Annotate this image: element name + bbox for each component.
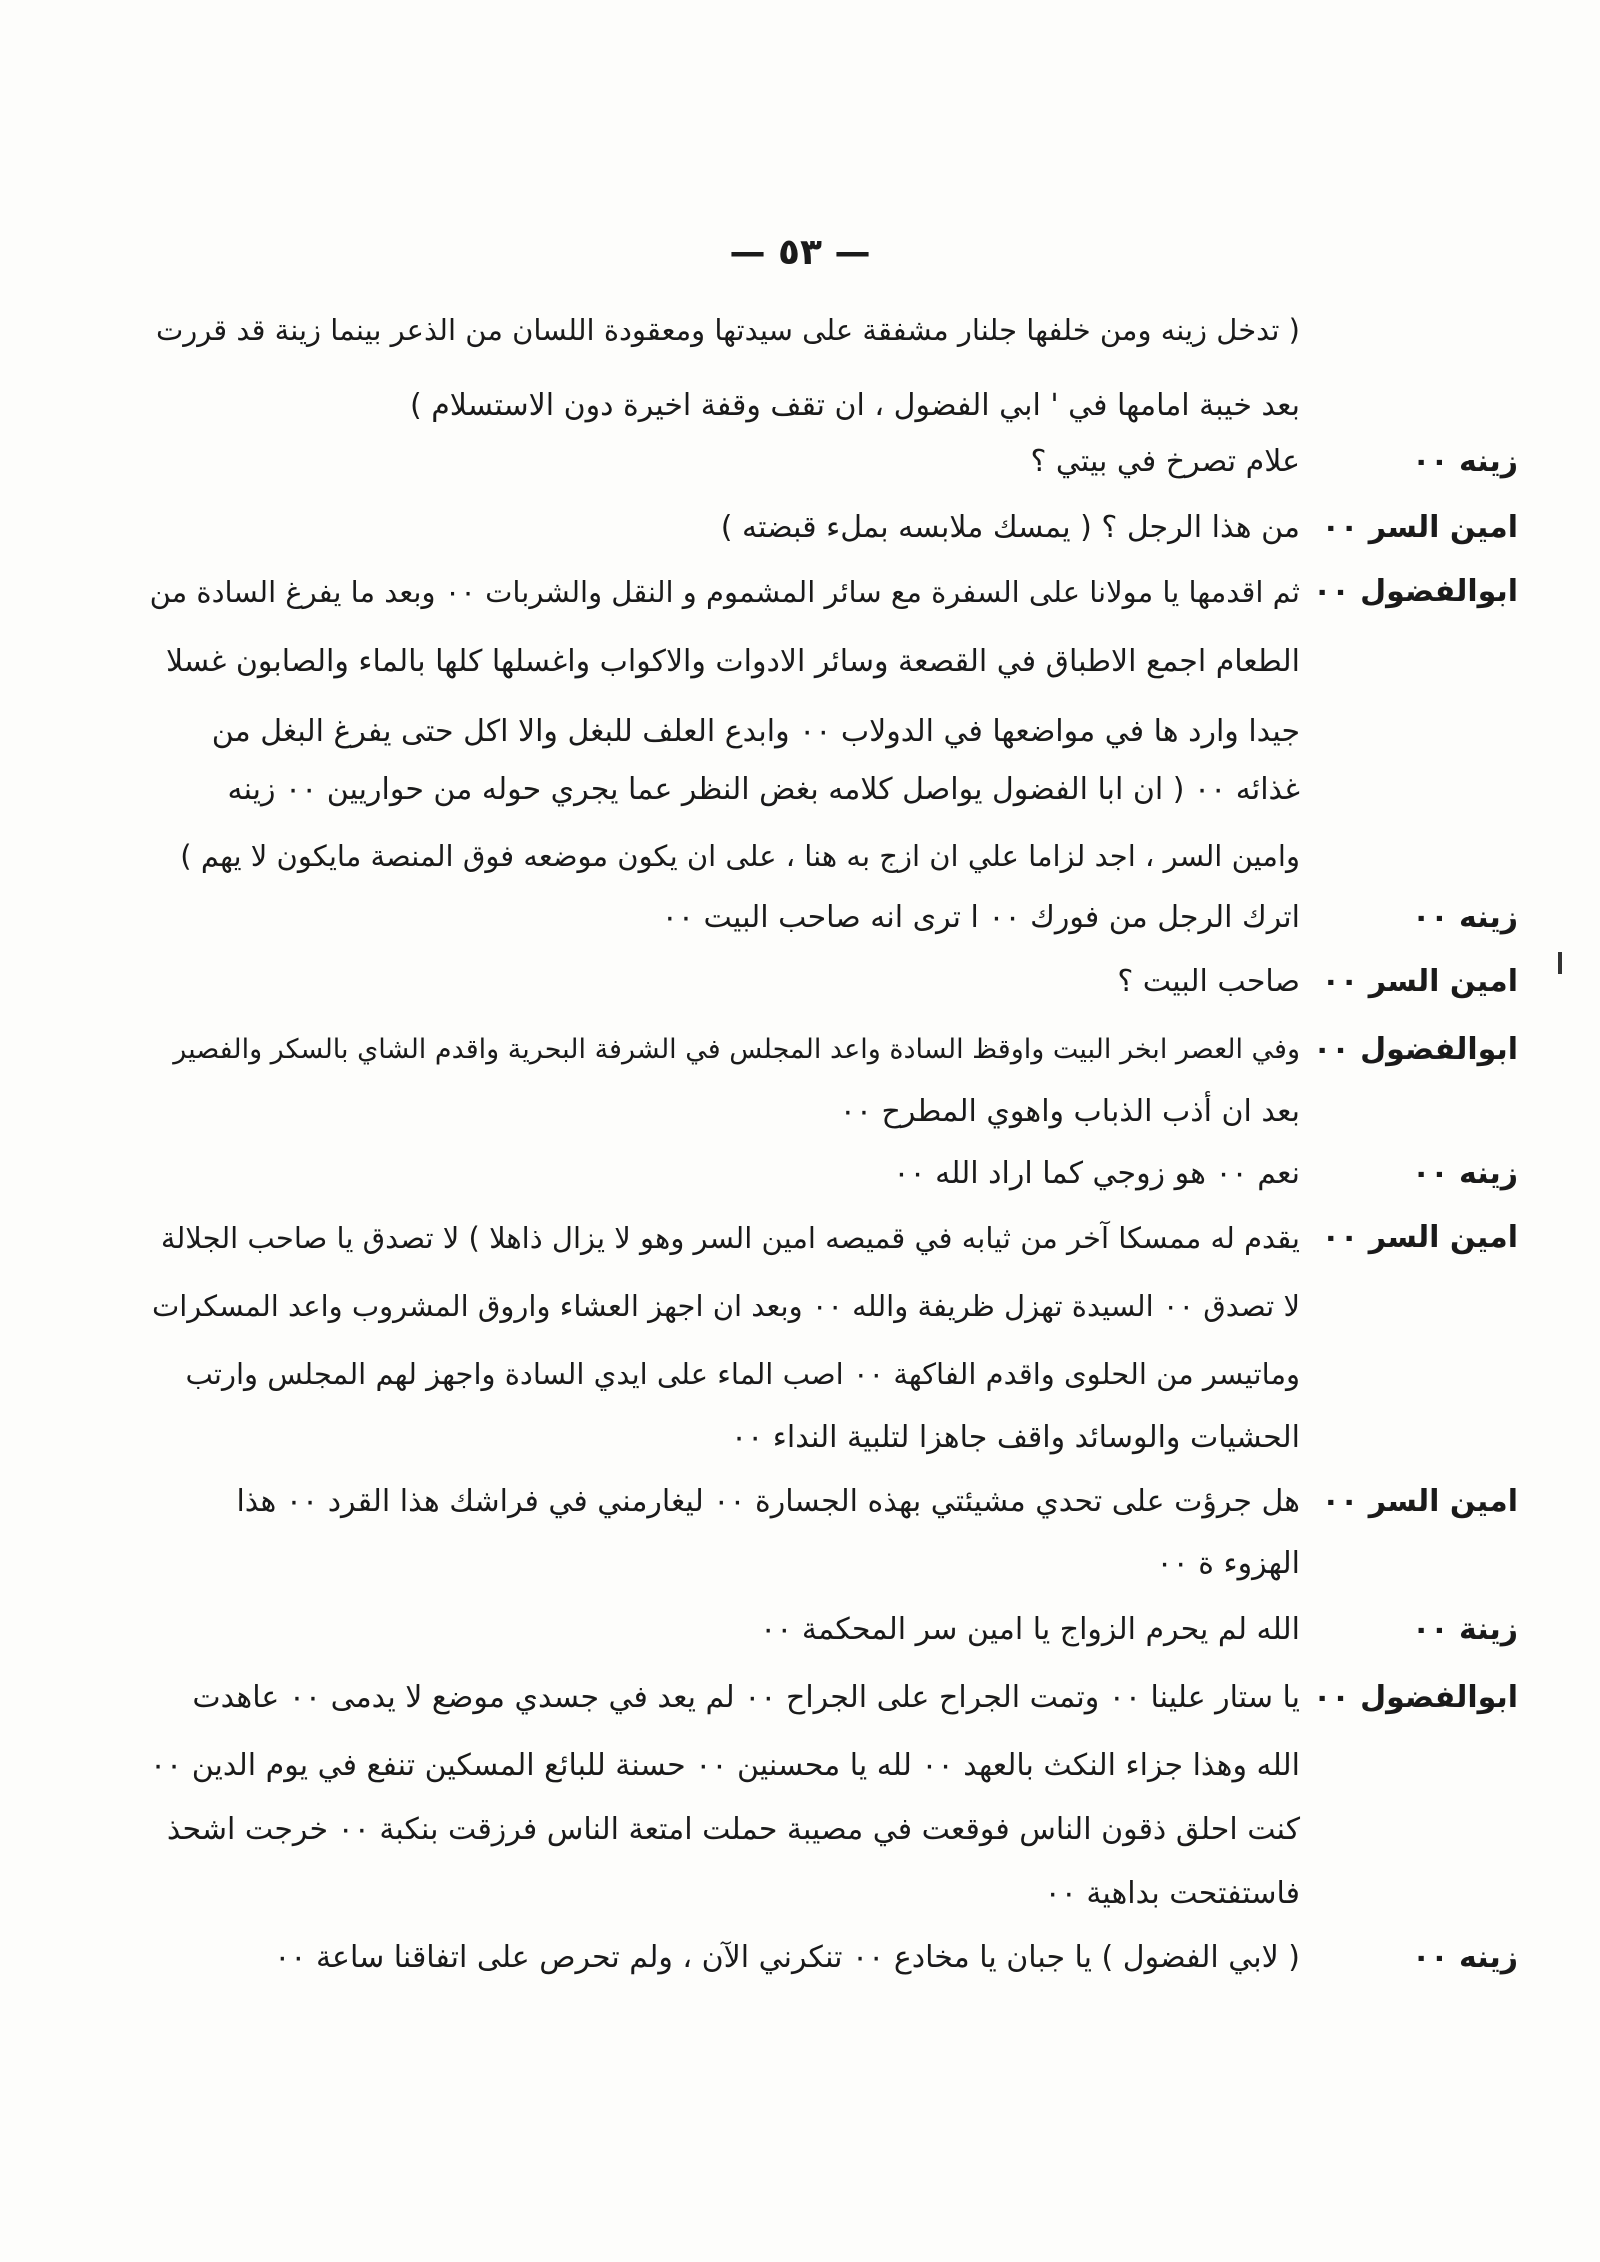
speaker-label: ابوالفضول ٠٠ [1313, 574, 1518, 609]
dialogue-line: لا تصدق ٠٠ السيدة تهزل ظريفة والله ٠٠ وبعد ان اجهز العشاء واروق المشروب واعد المسكرات [151, 1289, 1300, 1323]
dialogue-line: وماتيسر من الحلوى واقدم الفاكهة ٠٠ اصب الماء على ايدي السادة واجهز لهم المجلس وارتب [185, 1357, 1300, 1391]
dialogue-line: غذائه ٠٠ ( ان ابا الفضول يواصل كلامه بغض النظر عما يجري حوله من حواريين ٠٠ زينه [227, 772, 1300, 807]
margin-mark [1558, 952, 1562, 974]
page-number: — ٥٣ — [729, 232, 871, 273]
dialogue-line: الله لم يحرم الزواج يا امين سر المحكمة ٠٠ [760, 1612, 1300, 1647]
dialogue-line: علام تصرخ في بيتي ؟ [1030, 444, 1300, 479]
dialogue-line: ثم اقدمها يا مولانا على السفرة مع سائر المشموم و النقل والشربات ٠٠ وبعد ما يفرغ السادة من [149, 575, 1300, 609]
speaker-label: زينه ٠٠ [1411, 444, 1518, 479]
dialogue-line: الطعام اجمع الاطباق في القصعة وسائر الادوات والاكواب واغسلها كلها بالماء والصابون غسلا [165, 644, 1300, 679]
speaker-label: زينه ٠٠ [1411, 900, 1518, 935]
dialogue-line: يقدم له ممسكا آخر من ثيابه في قميصه امين السر وهو لا يزال ذاهلا ) لا تصدق يا صاحب الجلالة [160, 1221, 1300, 1255]
speaker-label: زينه ٠٠ [1411, 1940, 1518, 1975]
speaker-label: زينه ٠٠ [1411, 1156, 1518, 1191]
speaker-label: ابوالفضول ٠٠ [1313, 1032, 1518, 1067]
dialogue-line: كنت احلق ذقون الناس فوقعت في مصيبة حملت امتعة الناس فرزقت بنكبة ٠٠ خرجت اشحذ [166, 1812, 1300, 1847]
dialogue-line: الهزوء ة ٠٠ [1156, 1546, 1300, 1581]
dialogue-line: وفي العصر ابخر البيت واوقظ السادة واعد المجلس في الشرفة البحرية واقدم الشاي بالسكر والفصير [173, 1034, 1300, 1065]
dialogue-line: الحشيات والوسائد واقف جاهزا لتلبية النداء ٠٠ [731, 1420, 1300, 1455]
dialogue-line: صاحب البيت ؟ [1117, 964, 1300, 999]
speaker-label: امين السر ٠٠ [1321, 1220, 1518, 1255]
dialogue-line: الله وهذا جزاء النكث بالعهد ٠٠ لله يا محسنين ٠٠ حسنة للبائع المسكين تنفع في يوم الدين ٠٠ [149, 1748, 1300, 1783]
speaker-label: امين السر ٠٠ [1321, 964, 1518, 999]
dialogue-line: اترك الرجل من فورك ٠٠ ا ترى انه صاحب البيت ٠٠ [661, 900, 1300, 935]
dialogue-line: يا ستار علينا ٠٠ وتمت الجراح على الجراح ٠٠ لم يعد في جسدي موضع لا يدمى ٠٠ عاهدت [192, 1680, 1300, 1715]
stage-direction-line: بعد خيبة امامها في ' ابي الفضول ، ان تقف وقفة اخيرة دون الاستسلام ) [409, 388, 1300, 423]
dialogue-line: وامين السر ، اجد لزاما علي ان ازج به هنا ، على ان يكون موضعه فوق المنصة مايكون لا يهم ) [180, 839, 1300, 873]
speaker-label: امين السر ٠٠ [1321, 1484, 1518, 1519]
dialogue-line: فاستفتحت بداهية ٠٠ [1044, 1876, 1300, 1911]
dialogue-line: بعد ان أذب الذباب واهوي المطرح ٠٠ [839, 1094, 1300, 1129]
speaker-label: زينة ٠٠ [1411, 1612, 1518, 1647]
dialogue-line: من هذا الرجل ؟ ( يمسك ملابسه بملء قبضته ) [720, 510, 1300, 545]
dialogue-line: ( لابي الفضول ) يا جبان يا مخادع ٠٠ تنكرني الآن ، ولم تحرص على اتفاقنا ساعة ٠٠ [274, 1940, 1300, 1975]
dialogue-line: هل جرؤت على تحدي مشيئتي بهذه الجسارة ٠٠ ليغارمني في فراشك هذا القرد ٠٠ هذا [236, 1484, 1300, 1519]
speaker-label: امين السر ٠٠ [1321, 510, 1518, 545]
dialogue-line: نعم ٠٠ هو زوجي كما اراد الله ٠٠ [893, 1156, 1300, 1191]
speaker-label: ابوالفضول ٠٠ [1313, 1680, 1518, 1715]
dialogue-line: جيدا وارد ها في مواضعها في الدولاب ٠٠ وابدع العلف للبغل والا اكل حتى يفرغ البغل من [211, 714, 1300, 749]
stage-direction-line: ( تدخل زينه ومن خلفها جلنار مشفقة على سيدتها ومعقودة اللسان من الذعر بينما زينة قد قررت [155, 313, 1300, 347]
